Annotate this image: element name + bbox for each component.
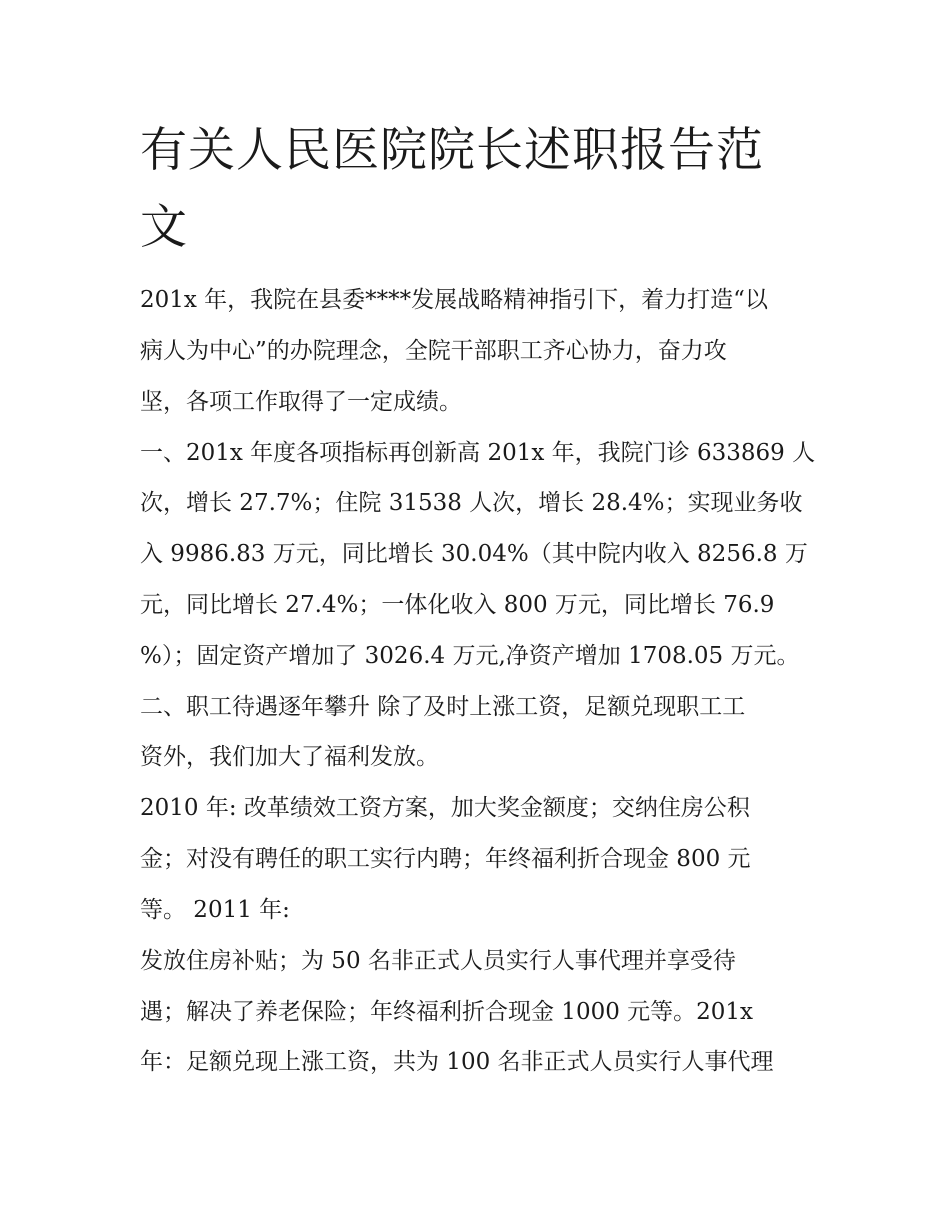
body-line: 发放住房补贴；为 50 名非正式人员实行人事代理并享受待 bbox=[140, 948, 736, 974]
body-line: 遇；解决了养老保险；年终福利折合现金 1000 元等。201x bbox=[140, 999, 754, 1025]
body-line: 年：足额兑现上涨工资，共为 100 名非正式人员实行人事代理 bbox=[140, 1049, 774, 1075]
body-line: 入 9986.83 万元，同比增长 30.04%（其中院内收入 8256.8 万 bbox=[140, 541, 808, 567]
body-line: 2010 年: 改革绩效工资方案，加大奖金额度；交纳住房公积 bbox=[140, 795, 750, 821]
document-title bbox=[140, 112, 820, 266]
body-line: 一、201x 年度各项指标再创新高 201x 年，我院门诊 633869 人 bbox=[140, 440, 816, 466]
body-line: 二、职工待遇逐年攀升 除了及时上涨工资，足额兑现职工工 bbox=[140, 694, 746, 720]
body-line: 病人为中心”的办院理念，全院干部职工齐心协力，奋力攻 bbox=[140, 338, 727, 364]
body-line: 元，同比增长 27.4%；一体化收入 800 万元，同比增长 76.9 bbox=[140, 592, 775, 618]
body-line: 金；对没有聘任的职工实行内聘；年终福利折合现金 800 元 bbox=[140, 846, 751, 872]
body-line: 等。 2011 年: bbox=[140, 897, 290, 923]
body-line: 201x 年，我院在县委****发展战略精神指引下，着力打造“以 bbox=[140, 287, 768, 313]
body-line: 坚，各项工作取得了一定成绩。 bbox=[140, 389, 462, 415]
body-line: %）；固定资产增加了 3026.4 万元,净资产增加 1708.05 万元。 bbox=[140, 643, 800, 669]
body-line: 次，增长 27.7%；住院 31538 人次，增长 28.4%；实现业务收 bbox=[140, 490, 803, 516]
title-line-1: 有关人民医院院长述职报告范 bbox=[140, 123, 764, 178]
body-line: 资外，我们加大了福利发放。 bbox=[140, 744, 439, 770]
title-line-2: 文 bbox=[140, 200, 188, 255]
